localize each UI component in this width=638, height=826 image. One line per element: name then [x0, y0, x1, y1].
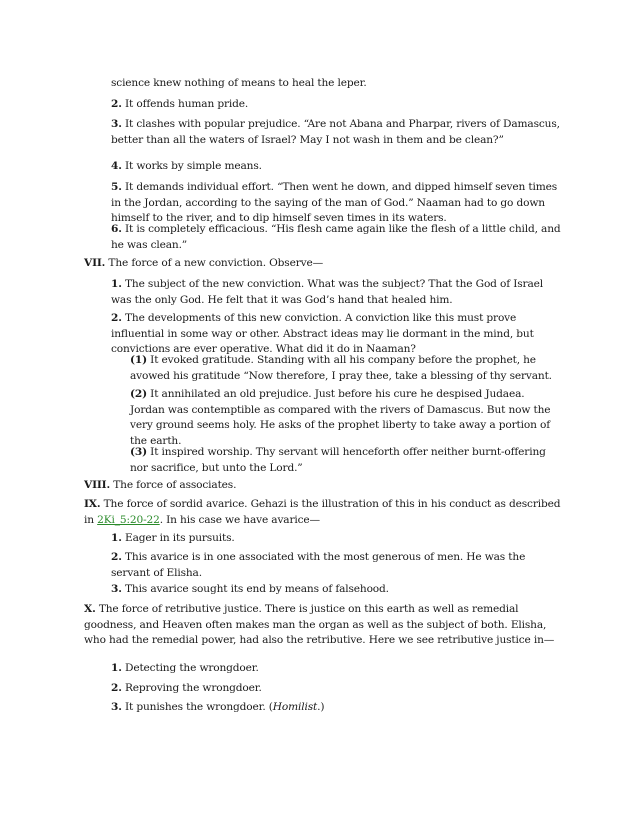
item-text: Reproving the wrongdoer. — [121, 682, 262, 694]
list-item — [111, 117, 561, 148]
list-item — [111, 531, 561, 547]
item-text: This avarice sought its end by means of falsehood. — [121, 583, 389, 595]
sub-item-number: (3) — [130, 446, 147, 458]
item-number: 1. — [111, 662, 122, 674]
sub-item-number: (2) — [130, 388, 147, 400]
item-text: It is completely efficacious. “His flesh came again like the flesh of a little child, and he was clean.” — [111, 223, 561, 251]
list-item — [111, 700, 561, 716]
section-text: The force of associates. — [110, 479, 237, 491]
section-text: The force of sordid avarice. Gehazi is the illustration of this in his conduct as described in — [84, 498, 561, 526]
item-text: Eager in its pursuits. — [121, 532, 235, 544]
list-item — [111, 681, 561, 697]
item-text: It punishes the wrongdoer. ( — [121, 701, 273, 713]
section-number: X. — [84, 603, 96, 615]
list-item — [111, 661, 561, 677]
section-text: The force of a new conviction. Observe— — [105, 257, 324, 269]
section-text-after: . In his case we have avarice— — [159, 513, 320, 526]
sub-item — [130, 387, 558, 449]
list-item — [111, 582, 561, 598]
section-heading — [84, 497, 562, 528]
item-number: 5. — [111, 181, 122, 193]
paragraph-text: science knew nothing of means to heal the leper. — [111, 77, 367, 89]
section-number: IX. — [84, 498, 101, 510]
item-text-after: .) — [317, 701, 325, 713]
list-item — [111, 277, 561, 308]
list-item — [111, 159, 561, 175]
item-number: 6. — [111, 223, 122, 235]
item-number: 1. — [111, 278, 122, 290]
source-citation: Homilist — [272, 701, 318, 713]
item-text: The subject of the new conviction. What was the subject? That the God of Israel was the only God. He felt that it was God’s hand that healed him. — [111, 278, 543, 306]
item-number: 2. — [111, 551, 122, 563]
paragraph — [111, 76, 561, 92]
item-text: Detecting the wrongdoer. — [121, 662, 259, 674]
item-text: This avarice is in one associated with the most generous of men. He was the servant of Elisha. — [111, 551, 526, 579]
section-text: The force of retributive justice. There is justice on this earth as well as remedial goodness, and Heaven often makes man the organ as well as the subject of both. Elisha, who had the remedial power, had also the retributive. Here we see retributive justice in— — [84, 603, 555, 647]
scripture-link[interactable]: 2Ki_5:20-22 — [97, 513, 160, 526]
item-number: 3. — [111, 701, 122, 713]
item-number: 3. — [111, 118, 122, 130]
list-item — [111, 97, 561, 113]
sub-item-text: It annihilated an old prejudice. Just before his cure he despised Judaea. Jordan was contemptible as compared with the rivers of Damascus. But now the very ground seems holy. He asks of the prophet liberty to take away a portion of the earth. — [130, 388, 551, 447]
sub-item-number: (1) — [130, 354, 147, 366]
list-item — [111, 222, 561, 253]
section-number: VIII. — [84, 479, 111, 491]
section-number: VII. — [84, 257, 106, 269]
item-text: The developments of this new conviction. A conviction like this must prove influential in some way or other. Abstract ideas may lie dormant in the mind, but convictions are ever operative. What did it do in Naaman? — [111, 312, 534, 356]
sub-item-text: It inspired worship. Thy servant will henceforth offer neither burnt-offering nor sacrifice, but unto the Lord.” — [130, 446, 546, 474]
section-heading — [84, 602, 562, 649]
item-text: It clashes with popular prejudice. “Are not Abana and Pharpar, rivers of Damascus, better than all the waters of Israel? May I not wash in them and be clean?” — [111, 118, 560, 146]
item-number: 2. — [111, 98, 122, 110]
list-item — [111, 180, 561, 227]
sub-item — [130, 353, 558, 384]
item-text: It works by simple means. — [121, 160, 262, 172]
sub-item-text: It evoked gratitude. Standing with all his company before the prophet, he avowed his gratitude “Now therefore, I pray thee, take a blessing of thy servant. — [130, 354, 552, 382]
item-text: It offends human pride. — [121, 98, 249, 110]
item-number: 4. — [111, 160, 122, 172]
item-number: 2. — [111, 682, 122, 694]
item-number: 1. — [111, 532, 122, 544]
item-text: It demands individual effort. “Then went he down, and dipped himself seven times in the Jordan, according to the saying of the man of God.” Naaman had to go down himself to the river, and to dip himself seven times in its waters. — [111, 181, 558, 225]
section-heading — [84, 478, 562, 494]
item-number: 3. — [111, 583, 122, 595]
sub-item — [130, 445, 558, 476]
section-heading — [84, 256, 562, 272]
item-number: 2. — [111, 312, 122, 324]
list-item — [111, 311, 561, 358]
list-item — [111, 550, 561, 581]
